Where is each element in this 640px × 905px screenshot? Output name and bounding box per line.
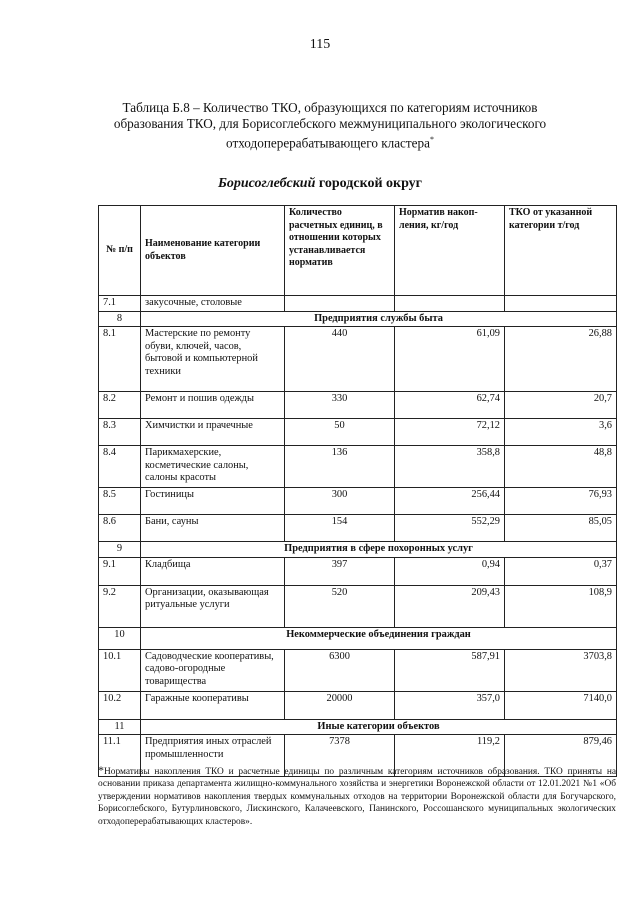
header-norm: Норматив накоп-ления, кг/год [395,206,505,296]
row-tko: 48,8 [505,446,617,488]
row-tko: 0,37 [505,557,617,585]
table-caption [100,100,560,151]
row-name: Гостиницы [141,488,285,515]
section-num: 10 [99,627,141,649]
row-units: 154 [285,515,395,542]
header-name: Наименование категории объектов [141,206,285,296]
row-name: Мастерские по ремонту обуви, ключей, часов, бытовой и компьютерной техники [141,327,285,392]
table-row [99,515,617,542]
district-title [0,176,640,192]
row-tko: 26,88 [505,327,617,392]
row-tko: 76,93 [505,488,617,515]
section-num: 8 [99,311,141,327]
row-name: Гаражные кооперативы [141,691,285,719]
row-norm: 256,44 [395,488,505,515]
footnote-text: Нормативы накопления ТКО и расчетные единицы по различным категориям источников образования. ТКО приняты на основании приказа департамента жилищно-коммунального хозяйства и энергетики Воронежской области от 12.01.2021 №1 «Об утверждении нормативов накопления твердых коммунальных отходов на территории Воронежской области для Богучарского, Борисоглебского, Бутурлиновского, Лискинского, Калачеевского, Панинского, Россошанского муниципальных экологических отходоперерабатывающих кластеров». [98,767,616,827]
row-units: 440 [285,327,395,392]
row-num: 11.1 [99,735,141,777]
row-norm: 358,8 [395,446,505,488]
section-row [99,627,617,649]
row-num: 8.4 [99,446,141,488]
row-name: Предприятия иных отраслей промышленности [141,735,285,777]
section-num: 11 [99,719,141,735]
table-header-row [99,206,617,296]
section-title: Предприятия в сфере похоронных услуг [141,542,617,558]
row-tko: 108,9 [505,585,617,627]
row-name: Парикмахерские, косметические салоны, салоны красоты [141,446,285,488]
row-units: 6300 [285,649,395,691]
row-num: 10.1 [99,649,141,691]
row-norm: 119,2 [395,735,505,777]
row-name: Кладбища [141,557,285,585]
table-row [99,585,617,627]
row-units: 520 [285,585,395,627]
section-title: Иные категории объектов [141,719,617,735]
row-name: Садоводческие кооперативы, садово-огородные товарищества [141,649,285,691]
row-tko [505,296,617,312]
row-units: 50 [285,419,395,446]
row-norm: 587,91 [395,649,505,691]
row-num: 7.1 [99,296,141,312]
row-num: 9.2 [99,585,141,627]
row-norm: 72,12 [395,419,505,446]
row-units: 20000 [285,691,395,719]
section-title: Некоммерческие объединения граждан [141,627,617,649]
row-tko: 3,6 [505,419,617,446]
section-title: Предприятия службы быта [141,311,617,327]
table-row [99,691,617,719]
row-units: 330 [285,392,395,419]
header-units: Количество расчетных единиц, в отношении которых устанавливается норматив [285,206,395,296]
row-name: закусочные, столовые [141,296,285,312]
row-num: 10.2 [99,691,141,719]
footnote-mark: * [98,763,104,777]
section-row [99,311,617,327]
row-norm: 62,74 [395,392,505,419]
table-row [99,557,617,585]
section-num: 9 [99,542,141,558]
header-tko: ТКО от указанной категории т/год [505,206,617,296]
row-norm [395,296,505,312]
row-num: 9.1 [99,557,141,585]
row-num: 8.6 [99,515,141,542]
district-name: Борисоглебский [217,176,316,191]
row-units: 7378 [285,735,395,777]
page-number: 115 [309,37,331,52]
row-units: 300 [285,488,395,515]
row-num: 8.5 [99,488,141,515]
table-row [99,419,617,446]
header-num: № п/п [99,206,141,296]
row-norm: 357,0 [395,691,505,719]
row-name: Бани, сауны [141,515,285,542]
table-row [99,392,617,419]
row-num: 8.3 [99,419,141,446]
row-tko: 85,05 [505,515,617,542]
table-row [99,446,617,488]
section-row [99,719,617,735]
row-name: Химчистки и прачечные [141,419,285,446]
row-num: 8.1 [99,327,141,392]
row-norm: 61,09 [395,327,505,392]
tko-table [98,205,617,777]
district-suffix: городской округ [318,176,423,191]
row-units [285,296,395,312]
table-row [99,296,617,312]
table-row [99,488,617,515]
footnote [98,764,616,828]
row-name: Организации, оказывающая ритуальные услуги [141,585,285,627]
caption-footnote-mark: * [429,135,434,144]
caption-text: Таблица Б.8 – Количество ТКО, образующихся по категориям источников образования ТКО, для Борисоглебского межмуниципального экологического отходоперерабатывающего кластера [113,100,547,151]
row-units: 136 [285,446,395,488]
row-tko: 7140,0 [505,691,617,719]
row-num: 8.2 [99,392,141,419]
row-norm: 552,29 [395,515,505,542]
row-norm: 0,94 [395,557,505,585]
row-tko: 879,46 [505,735,617,777]
row-units: 397 [285,557,395,585]
row-tko: 3703,8 [505,649,617,691]
row-tko: 20,7 [505,392,617,419]
section-row [99,542,617,558]
row-name: Ремонт и пошив одежды [141,392,285,419]
row-norm: 209,43 [395,585,505,627]
table-row [99,649,617,691]
table-row [99,327,617,392]
